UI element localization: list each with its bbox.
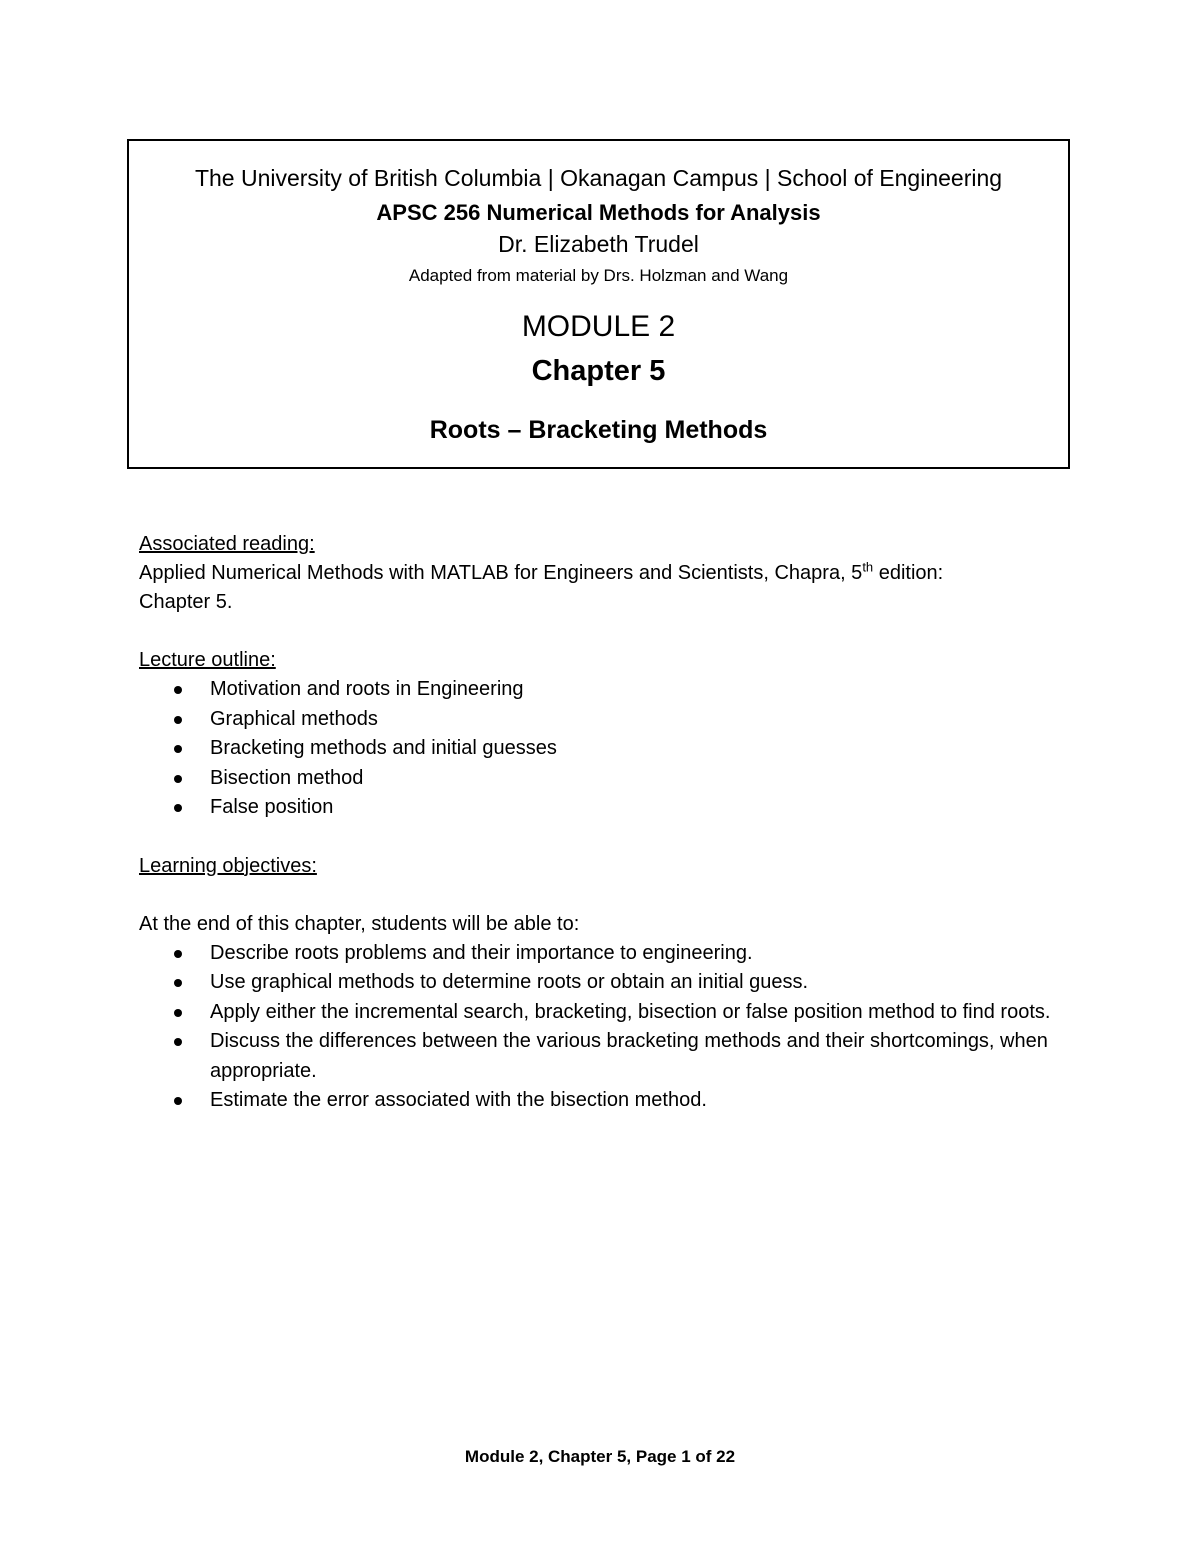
list-item	[139, 675, 1069, 705]
objective-item-text: Discuss the differences between the various bracketing methods and their shortcomings, when appropriate.	[210, 1030, 1048, 1082]
objective-item-text: Describe roots problems and their importance to engineering.	[210, 941, 753, 964]
outline-item-text: False position	[210, 796, 334, 818]
outline-item-text: Bracketing methods and initial guesses	[210, 737, 557, 759]
objectives-list	[139, 939, 1069, 1116]
instructor-name: Dr. Elizabeth Trudel	[498, 231, 699, 257]
main-content	[139, 530, 1069, 1116]
reading-text-end: edition:	[873, 562, 944, 584]
bullet-icon	[174, 950, 182, 958]
bullet-icon	[174, 1009, 182, 1017]
bullet-icon	[174, 745, 182, 753]
list-item	[139, 998, 1069, 1028]
reading-edition-superscript: th	[862, 559, 874, 575]
reading-text: Applied Numerical Methods with MATLAB for Engineers and Scientists, Chapra, 5	[139, 562, 863, 584]
objectives-intro: At the end of this chapter, students will be able to:	[139, 912, 580, 935]
list-item	[139, 793, 1069, 823]
list-item	[139, 968, 1069, 998]
outline-list	[139, 675, 1069, 823]
list-item	[139, 764, 1069, 794]
adapted-credit: Adapted from material by Drs. Holzman and Wang	[408, 266, 789, 285]
bullet-icon	[174, 979, 182, 987]
objective-item-text: Estimate the error associated with the bisection method.	[210, 1089, 707, 1111]
outline-item-text: Bisection method	[210, 766, 364, 789]
objective-item-text: Apply either the incremental search, bracketing, bisection or false position method to find roots.	[210, 1000, 1051, 1023]
list-item	[139, 939, 1069, 969]
outline-heading: Lecture outline:	[139, 649, 276, 671]
chapter-label: Chapter 5	[531, 355, 666, 387]
bullet-icon	[174, 804, 182, 812]
bullet-icon	[174, 716, 182, 724]
topic-title: Roots – Bracketing Methods	[429, 416, 768, 444]
objectives-heading: Learning objectives:	[139, 854, 317, 877]
list-item	[139, 1027, 1069, 1086]
objective-item-text: Use graphical methods to determine roots or obtain an initial guess.	[210, 971, 809, 993]
list-item	[139, 734, 1069, 764]
bullet-icon	[174, 1097, 182, 1105]
outline-item-text: Motivation and roots in Engineering	[210, 678, 524, 700]
course-title: APSC 256 Numerical Methods for Analysis	[376, 200, 821, 225]
reading-heading: Associated reading:	[139, 533, 315, 555]
title-box	[127, 139, 1070, 469]
reading-reference	[139, 559, 1069, 588]
page-footer: Module 2, Chapter 5, Page 1 of 22	[464, 1447, 736, 1466]
bullet-icon	[174, 1038, 182, 1046]
bullet-icon	[174, 775, 182, 783]
reading-chapter: Chapter 5.	[139, 591, 233, 613]
outline-item-text: Graphical methods	[210, 707, 378, 730]
bullet-icon	[174, 686, 182, 694]
institution-line: The University of British Columbia | Okanagan Campus | School of Engineering	[194, 165, 1003, 191]
list-item	[139, 705, 1069, 735]
module-label: MODULE 2	[521, 310, 676, 343]
list-item	[139, 1086, 1069, 1116]
